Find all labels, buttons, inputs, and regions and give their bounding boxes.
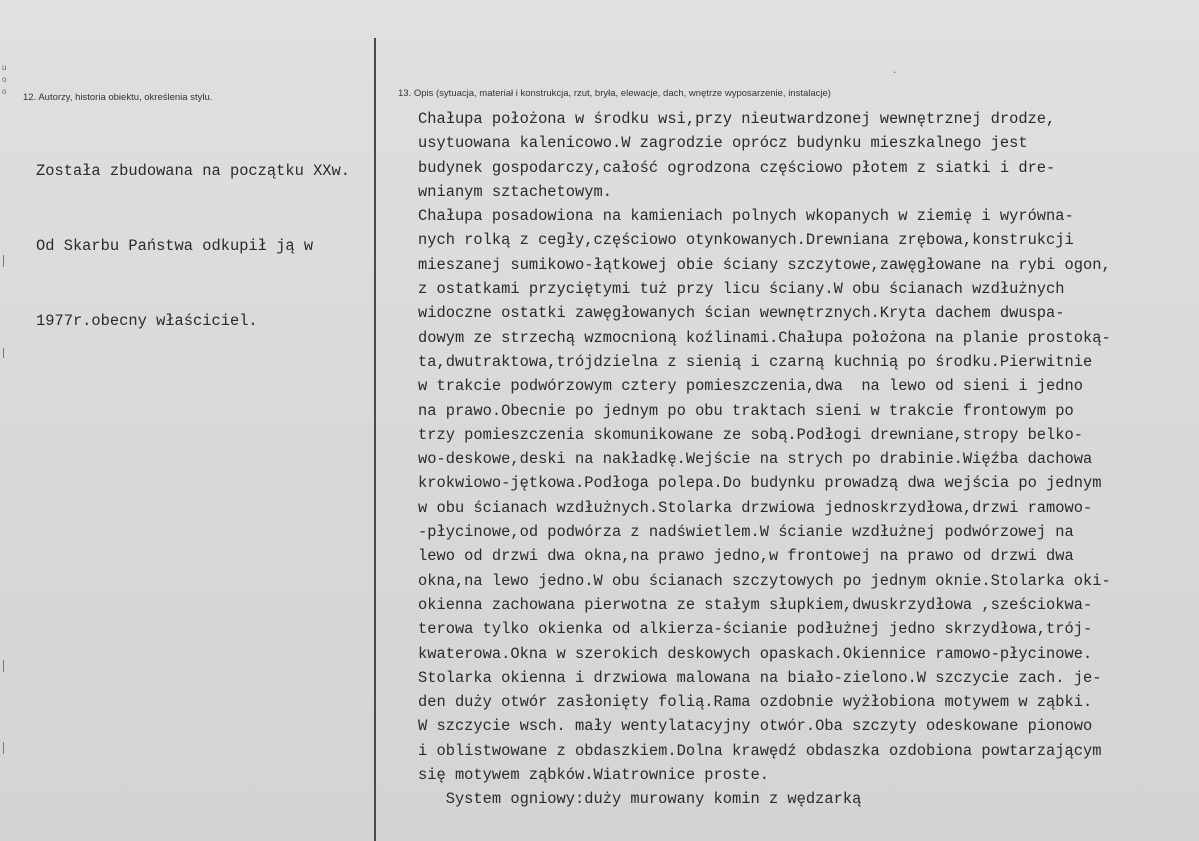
text-line: krokwiowo-jętkowa.Podłoga polepa.Do budynku prowadzą dwa wejścia po jednym bbox=[418, 474, 1102, 493]
text-line: W szczycie wsch. mały wentylatacyjny otwór.Oba szczyty odeskowane pionowo bbox=[418, 717, 1093, 736]
text-line: Została zbudowana na początku XXw. bbox=[36, 162, 351, 180]
section-13-text bbox=[418, 107, 1196, 812]
text-line: usytuowana kalenicowo.W zagrodzie oprócz budynku mieszkalnego jest bbox=[418, 134, 1028, 153]
text-line: Chałupa posadowiona na kamieniach polnych wkopanych w ziemię i wyrówna- bbox=[418, 207, 1074, 226]
margin-marks bbox=[2, 62, 12, 98]
text-line: den duży otwór zasłonięty folią.Rama ozdobnie wyżłobiona motywem w ząbki. bbox=[418, 693, 1093, 712]
margin-mark: o bbox=[2, 75, 7, 84]
text-line: nych rolką z cegły,częściowo otynkowanych.Drewniana zrębowa,konstrukcji bbox=[418, 231, 1074, 250]
margin-tick bbox=[3, 742, 4, 754]
text-line: budynek gospodarczy,całość ogrodzona częściowo płotem z siatki i dre- bbox=[418, 158, 1056, 177]
text-line: trzy pomieszczenia skomunikowane ze sobą.Podłogi drewniane,stropy belko- bbox=[418, 425, 1083, 444]
text-line: w trakcie podwórzowym cztery pomieszczenia,dwa na lewo od sieni i jedno bbox=[418, 377, 1083, 396]
text-line: Stolarka okienna i drzwiowa malowana na biało-zielono.W szczycie zach. je- bbox=[418, 668, 1102, 687]
margin-tick bbox=[3, 255, 4, 267]
text-line: Od Skarbu Państwa odkupił ją w bbox=[36, 237, 314, 255]
text-line: z ostatkami przyciętymi tuż przy licu ściany.W obu ścianach wzdłużnych bbox=[418, 280, 1065, 299]
text-line: System ogniowy:duży murowany komin z wędzarką bbox=[418, 790, 862, 809]
text-line: Chałupa położona w środku wsi,przy nieutwardzonej wewnętrznej drodze, bbox=[418, 110, 1056, 128]
text-line: na prawo.Obecnie po jednym po obu traktach sieni w trakcie frontowym po bbox=[418, 401, 1074, 420]
column-divider bbox=[374, 38, 376, 841]
text-line: kwaterowa.Okna w szerokich deskowych opaskach.Okiennice ramowo-płycinowe. bbox=[418, 644, 1093, 663]
margin-tick bbox=[3, 660, 4, 672]
text-line: wo-deskowe,deski na nakładkę.Wejście na strych po drabinie.Więźba dachowa bbox=[418, 450, 1093, 469]
text-line: się motywem ząbków.Wiatrownice proste. bbox=[418, 766, 769, 785]
text-line: okna,na lewo jedno.W obu ścianach szczytowych po jednym oknie.Stolarka oki- bbox=[418, 571, 1111, 590]
text-line: okienna zachowana pierwotna ze stałym słupkiem,dwuskrzydłowa ,sześciokwa- bbox=[418, 595, 1093, 614]
ink-mark: · bbox=[892, 68, 898, 78]
text-line: lewo od drzwi dwa okna,na prawo jedno,w frontowej na prawo od drzwi dwa bbox=[418, 547, 1074, 566]
section-12-text bbox=[36, 109, 374, 384]
text-line: -płycinowe,od podwórza z nadświetlem.W ścianie wzdłużnej podwórzowej na bbox=[418, 523, 1074, 542]
text-line: terowa tylko okienka od alkierza-ścianie podłużnej jedno skrzydłowa,trój- bbox=[418, 620, 1093, 639]
text-line: i oblistwowane z obdaszkiem.Dolna krawędź obdaszka ozdobiona powtarzającym bbox=[418, 741, 1102, 760]
section-13-header: 13. Opis (sytuacja, materiał i konstrukcja, rzut, bryła, elewacje, dach, wnętrze wyposarzenie, instalacje) bbox=[398, 88, 831, 99]
margin-mark: o bbox=[2, 87, 7, 96]
text-line: widoczne ostatki zawęgłowanych ścian wewnętrznych.Kryta dachem dwuspa- bbox=[418, 304, 1065, 323]
text-line: mieszanej sumikowo-łątkowej obie ściany szczytowe,zawęgłowane na rybi ogon, bbox=[418, 255, 1111, 274]
text-line: 1977r.obecny właściciel. bbox=[36, 312, 258, 330]
text-line: wnianym sztachetowym. bbox=[418, 182, 612, 201]
text-line: w obu ścianach wzdłużnych.Stolarka drzwiowa jednoskrzydłowa,drzwi ramowo- bbox=[418, 498, 1093, 517]
text-line: dowym ze strzechą wzmocnioną koźlinami.Chałupa położona na planie prostoką- bbox=[418, 328, 1111, 347]
margin-tick bbox=[3, 348, 4, 358]
margin-mark: u bbox=[2, 63, 7, 72]
text-line: ta,dwutraktowa,trójdzielna z sienią i czarną kuchnią po środku.Pierwitnie bbox=[418, 352, 1093, 371]
section-12-header: 12. Autorzy, historia obiektu, określenia stylu. bbox=[23, 92, 213, 103]
